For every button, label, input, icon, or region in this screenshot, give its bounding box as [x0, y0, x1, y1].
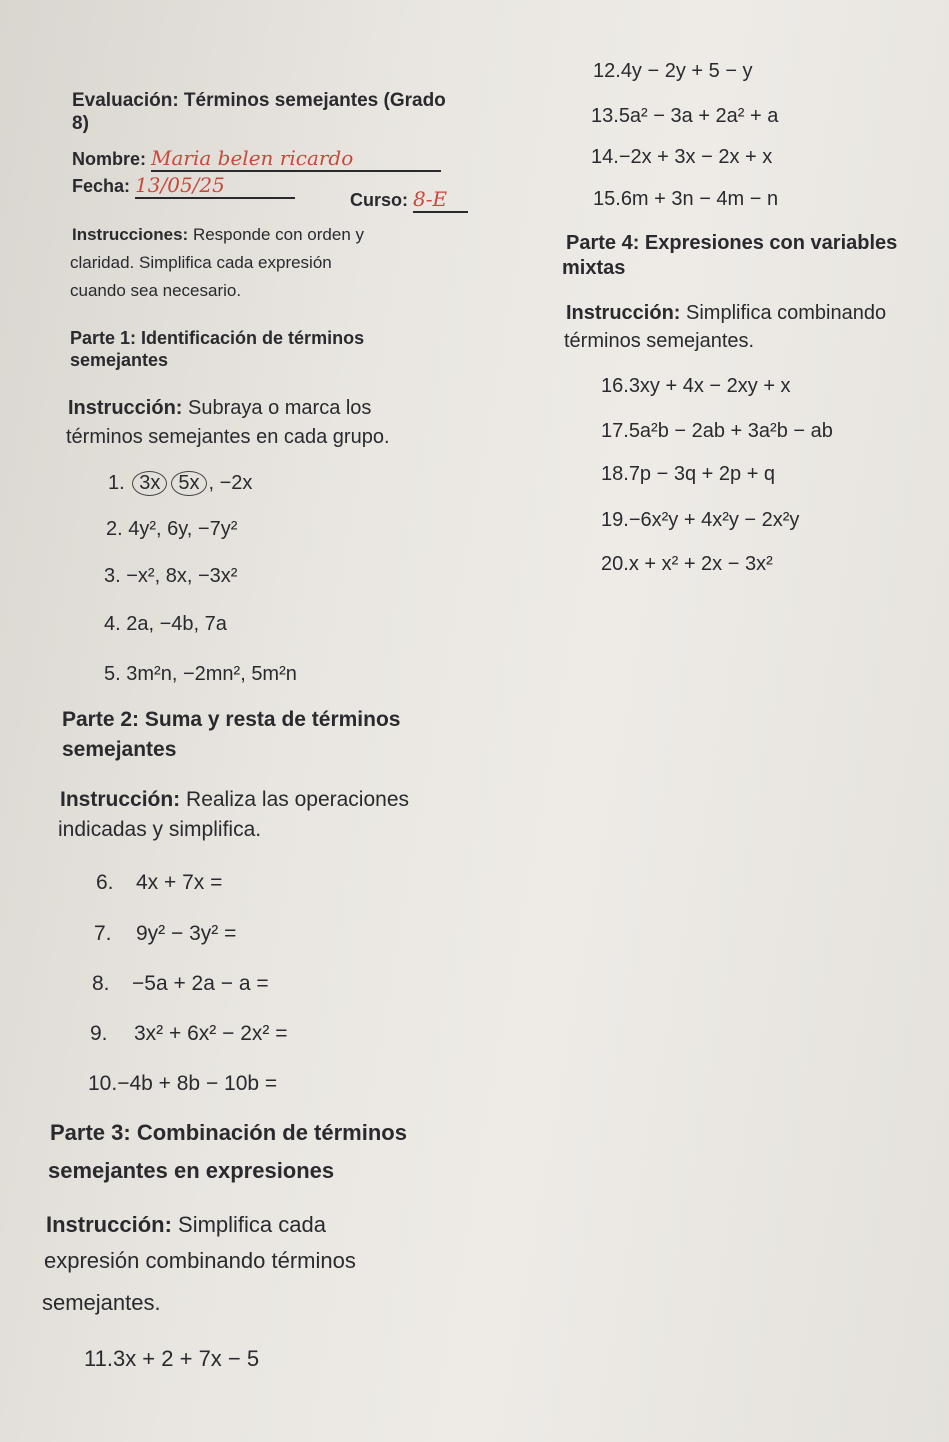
nombre-label: Nombre:: [72, 149, 147, 169]
list-item: 5. 3m²n, −2mn², 5m²n: [104, 663, 297, 685]
marked-term: 3x: [132, 471, 167, 496]
list-item: 11.3x + 2 + 7x − 5: [84, 1346, 260, 1371]
list-item: 20.x + x² + 2x − 3x²: [601, 553, 773, 575]
part1-title-line1: Parte 1: Identificación de términos: [70, 328, 365, 348]
nombre-field[interactable]: Maria belen ricardo: [151, 146, 441, 172]
list-item: 19.−6x²y + 4x²y − 2x²y: [601, 509, 800, 531]
instructions-line1: Instrucciones: Responde con orden y: [72, 225, 364, 244]
list-item: 15.6m + 3n − 4m − n: [593, 188, 779, 210]
list-item: 9. 3x² + 6x² − 2x² =: [90, 1022, 288, 1045]
list-item: 2. 4y², 6y, −7y²: [106, 518, 238, 540]
list-item: 8. −5a + 2a − a =: [92, 972, 269, 995]
curso-label: Curso:: [350, 190, 408, 210]
part1-instruction-label: Instrucción:: [68, 397, 183, 419]
part3-instruction-line2: expresión combinando términos: [44, 1248, 356, 1273]
list-item: 7. 9y² − 3y² =: [94, 922, 237, 945]
list-item: 13.5a² − 3a + 2a² + a: [591, 105, 779, 127]
fecha-row: [72, 173, 295, 199]
part2-title-line1: Parte 2: Suma y resta de términos: [62, 708, 401, 731]
part1-instruction-line2: términos semejantes en cada grupo.: [66, 426, 390, 448]
part3-instruction-line1: Instrucción: Simplifica cada: [46, 1212, 326, 1237]
fecha-label: Fecha:: [72, 176, 131, 196]
instructions-line2: claridad. Simplifica cada expresión: [70, 253, 332, 272]
part1-title-line2: semejantes: [70, 350, 169, 370]
part1-instruction-line1: Instrucción: Subraya o marca los: [68, 397, 372, 419]
list-item: 10.−4b + 8b − 10b =: [88, 1072, 278, 1095]
part3-instruction-label: Instrucción:: [46, 1212, 172, 1237]
list-item: 4. 2a, −4b, 7a: [104, 613, 227, 635]
part3-instruction-line3: semejantes.: [42, 1290, 161, 1315]
part4-title-line2: mixtas: [562, 257, 626, 279]
fecha-field[interactable]: 13/05/25: [135, 173, 295, 199]
curso-row: [350, 187, 468, 213]
worksheet-title-line1: Evaluación: Términos semejantes (Grado: [72, 90, 446, 111]
part3-title-line1: Parte 3: Combinación de términos: [50, 1120, 407, 1145]
worksheet-title-line2: 8): [72, 113, 89, 134]
list-item: 17.5a²b − 2ab + 3a²b − ab: [601, 420, 833, 442]
part4-instruction-line2: términos semejantes.: [564, 330, 755, 352]
part2-instruction-line1: Instrucción: Realiza las operaciones: [60, 788, 409, 811]
marked-term: 5x: [171, 471, 206, 496]
part4-instruction-label: Instrucción:: [566, 302, 681, 324]
list-item: 3. −x², 8x, −3x²: [104, 565, 238, 587]
list-item: 6. 4x + 7x =: [96, 871, 223, 894]
part4-instruction-line1: Instrucción: Simplifica combinando: [566, 302, 887, 324]
part2-title-line2: semejantes: [62, 738, 177, 761]
list-item: 1. 3x 5x , −2x: [108, 472, 253, 494]
curso-field[interactable]: 8-E: [413, 187, 468, 213]
part2-instruction-line2: indicadas y simplifica.: [58, 818, 262, 841]
part4-title-line1: Parte 4: Expresiones con variables: [566, 232, 898, 254]
instructions-line3: cuando sea necesario.: [70, 281, 242, 300]
list-item: 12.4y − 2y + 5 − y: [593, 60, 753, 82]
list-item: 16.3xy + 4x − 2xy + x: [601, 375, 791, 397]
list-item: 14.−2x + 3x − 2x + x: [591, 146, 773, 168]
part3-title-line2: semejantes en expresiones: [48, 1158, 335, 1183]
instructions-label: Instrucciones:: [72, 225, 189, 244]
nombre-row: [72, 146, 441, 172]
part2-instruction-label: Instrucción:: [60, 788, 181, 811]
list-item: 18.7p − 3q + 2p + q: [601, 463, 776, 485]
